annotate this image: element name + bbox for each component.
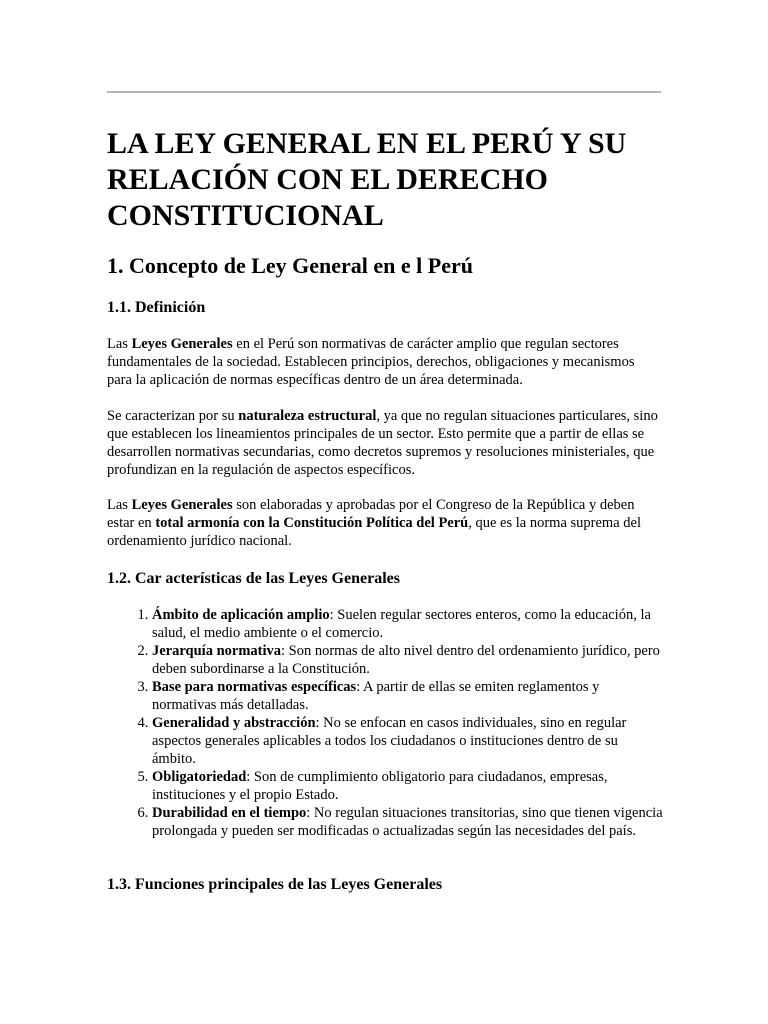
subsection-1-1-heading: 1.1. Definición xyxy=(107,299,206,316)
paragraph-definition-1: Las Leyes Generales en el Perú son normativas de carácter amplio que regulan sectores fundamentales de la sociedad. Establecen principios, derechos, obligaciones y mecanismos para la aplicación de normas específicas dentro de un área determinada. xyxy=(107,336,635,388)
paragraph-definition-2: Se caracterizan por su naturaleza estructural, ya que no regulan situaciones particulares, sino que establecen los lineamientos principales de un sector. Esto permite que a partir de ellas se desarrollen normativas secundarias, como decretos supremos y resoluciones ministeriales, que profundizan en la regulación de aspectos específicos. xyxy=(107,408,658,478)
document-title: LA LEY GENERAL EN EL PERÚ Y SU RELACIÓN CON EL DERECHO CONSTITUCIONAL xyxy=(107,127,627,232)
paragraph-definition-3: Las Leyes Generales son elaboradas y aprobadas por el Congreso de la República y deben estar en total armonía con la Constitución Política del Perú, que es la norma suprema del ordenamiento jurídico nacional. xyxy=(107,497,641,549)
subsection-1-2-heading: 1.2. Car acterísticas de las Leyes Generales xyxy=(107,570,400,587)
list-item: 3. Base para normativas específicas: A partir de ellas se emiten reglamentos y normativas más detalladas. xyxy=(152,678,663,714)
list-item: 5. Obligatoriedad: Son de cumplimiento obligatorio para ciudadanos, empresas, instituciones y el propio Estado. xyxy=(152,768,663,804)
subsection-1-3-heading: 1.3. Funciones principales de las Leyes Generales xyxy=(107,876,443,893)
list-item: 1. Ámbito de aplicación amplio: Suelen regular sectores enteros, como la educación, la salud, el medio ambiente o el comercio. xyxy=(152,606,663,642)
characteristics-list xyxy=(107,606,663,840)
list-item: 2. Jerarquía normativa: Son normas de alto nivel dentro del ordenamiento jurídico, pero deben subordinarse a la Constitución. xyxy=(152,642,663,678)
section-1-heading: 1. Concepto de Ley General en e l Perú xyxy=(107,253,473,278)
list-item: 6. Durabilidad en el tiempo: No regulan situaciones transitorias, sino que tienen vigencia prolongada y pueden ser modificadas o actualizadas según las necesidades del país. xyxy=(152,804,663,840)
top-divider xyxy=(107,91,661,93)
list-item: 4. Generalidad y abstracción: No se enfocan en casos individuales, sino en regular aspectos generales aplicables a todos los ciudadanos o instituciones dentro de su ámbito. xyxy=(152,714,663,768)
